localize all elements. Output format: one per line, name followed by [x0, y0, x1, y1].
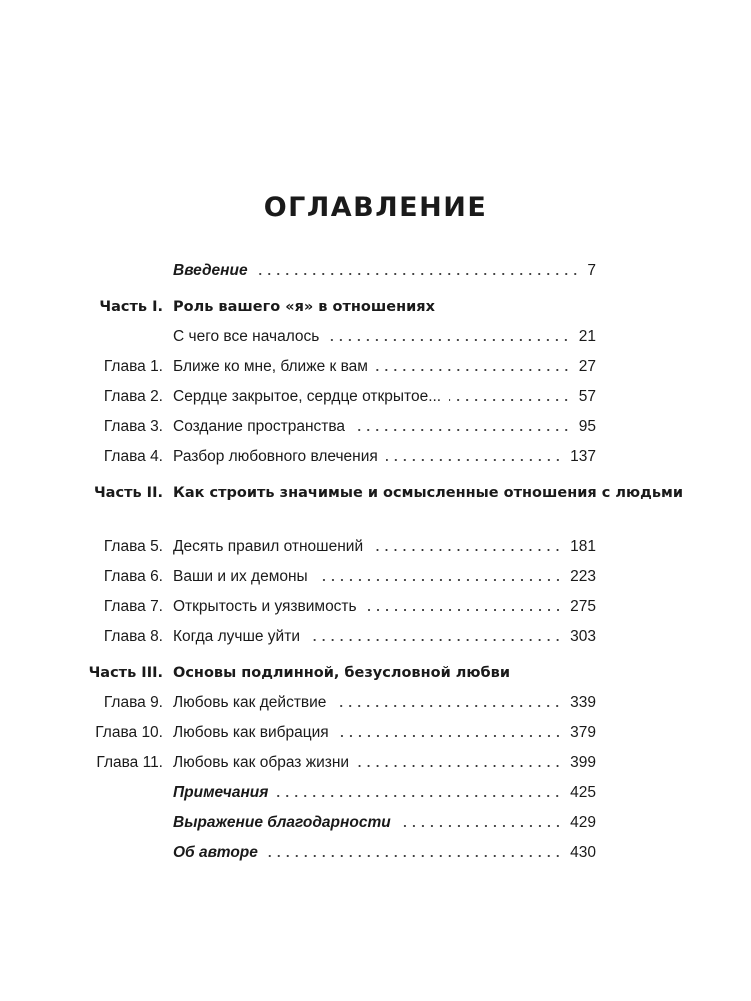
toc-entry-notes[interactable] [0, 778, 751, 808]
toc-part-title: Как строить значимые и осмысленные отношения с людьми [173, 485, 684, 501]
toc-page-number: 399 [570, 754, 596, 771]
toc-chapter-4[interactable] [0, 442, 751, 472]
toc-chapter-label: Глава 6. [103, 568, 163, 585]
toc-chapter-2[interactable] [0, 382, 751, 412]
toc-chapter-10[interactable] [0, 718, 751, 748]
toc-chapter-label: Глава 10. [95, 724, 163, 741]
toc-page-number: 7 [587, 262, 596, 279]
toc-page-number: 95 [578, 418, 596, 435]
dot-leader [357, 765, 562, 767]
dot-leader [386, 459, 562, 461]
toc-chapter-1[interactable] [0, 352, 751, 382]
toc-entry-about-author[interactable] [0, 838, 751, 868]
toc-page-number: 429 [570, 814, 596, 831]
dot-leader [376, 369, 571, 371]
dot-leader [308, 639, 562, 641]
toc-page-number: 379 [570, 724, 596, 741]
toc-entry-beginning[interactable] [0, 322, 751, 352]
toc-entry-title: Примечания [173, 784, 269, 801]
toc-part-label: Часть III. [88, 665, 163, 681]
dot-leader [276, 795, 562, 797]
dot-leader [449, 399, 571, 401]
page-title: ОГЛАВЛЕНИЕ [263, 192, 488, 223]
toc-entry-title: Ближе ко мне, ближе к вам [173, 358, 368, 375]
toc-part-label: Часть I. [99, 299, 163, 315]
toc-chapter-3[interactable] [0, 412, 751, 442]
toc-page-number: 27 [578, 358, 596, 375]
toc-chapter-label: Глава 7. [103, 598, 163, 615]
toc-entry-title: Любовь как вибрация [173, 724, 329, 741]
toc-page-number: 223 [570, 568, 596, 585]
toc-chapter-6[interactable] [0, 562, 751, 592]
toc-page-number: 275 [570, 598, 596, 615]
dot-leader [337, 735, 562, 737]
toc-entry-introduction[interactable] [0, 256, 751, 286]
toc-chapter-label: Глава 9. [103, 694, 163, 711]
toc-entry-title: Сердце закрытое, сердце открытое... [173, 388, 442, 405]
dot-leader [256, 273, 580, 275]
toc-entry-title: Об авторе [173, 844, 258, 861]
toc-entry-title: Открытость и уязвимость [173, 598, 357, 615]
toc-page-number: 57 [578, 388, 596, 405]
dot-leader [316, 579, 562, 581]
toc-chapter-label: Глава 2. [103, 388, 163, 405]
toc-page-number: 303 [570, 628, 596, 645]
toc-page-number: 339 [570, 694, 596, 711]
toc-entry-title: Ваши и их демоны [173, 568, 308, 585]
toc-page-number: 181 [570, 538, 596, 555]
table-of-contents [0, 256, 751, 868]
toc-page-number: 430 [570, 844, 596, 861]
toc-part-3[interactable] [0, 658, 751, 688]
toc-chapter-11[interactable] [0, 748, 751, 778]
dot-leader [266, 855, 562, 857]
toc-entry-acknowledgements[interactable] [0, 808, 751, 838]
toc-entry-title: С чего все началось [173, 328, 320, 345]
dot-leader [327, 339, 570, 341]
toc-chapter-label: Глава 11. [96, 754, 163, 771]
dot-leader [353, 429, 571, 431]
toc-chapter-label: Глава 5. [103, 538, 163, 555]
toc-chapter-label: Глава 1. [103, 358, 163, 375]
toc-chapter-8[interactable] [0, 622, 751, 652]
toc-entry-title: Десять правил отношений [173, 538, 364, 555]
dot-leader [334, 705, 562, 707]
toc-entry-title: Введение [173, 262, 248, 279]
toc-chapter-label: Глава 3. [103, 418, 163, 435]
toc-part-1[interactable] [0, 292, 751, 322]
toc-part-label: Часть II. [93, 485, 163, 501]
toc-chapter-5[interactable] [0, 532, 751, 562]
toc-part-title: Основы подлинной, безусловной любви [173, 665, 510, 681]
toc-entry-title: Когда лучше уйти [173, 628, 300, 645]
toc-entry-title: Разбор любовного влечения [173, 448, 378, 465]
toc-entry-title: Создание пространства [173, 418, 346, 435]
toc-chapter-label: Глава 4. [103, 448, 163, 465]
dot-leader [365, 609, 563, 611]
toc-part-title: Роль вашего «я» в отношениях [173, 299, 435, 315]
toc-entry-title: Любовь как действие [173, 694, 327, 711]
toc-entry-title: Выражение благодарности [173, 814, 391, 831]
toc-chapter-label: Глава 8. [103, 628, 163, 645]
toc-entry-title: Любовь как образ жизни [173, 754, 350, 771]
toc-page-number: 425 [570, 784, 596, 801]
dot-leader [399, 825, 562, 827]
toc-chapter-9[interactable] [0, 688, 751, 718]
toc-chapter-7[interactable] [0, 592, 751, 622]
toc-part-2[interactable] [0, 478, 751, 532]
dot-leader [371, 549, 562, 551]
toc-page-number: 21 [578, 328, 596, 345]
toc-page-number: 137 [570, 448, 596, 465]
